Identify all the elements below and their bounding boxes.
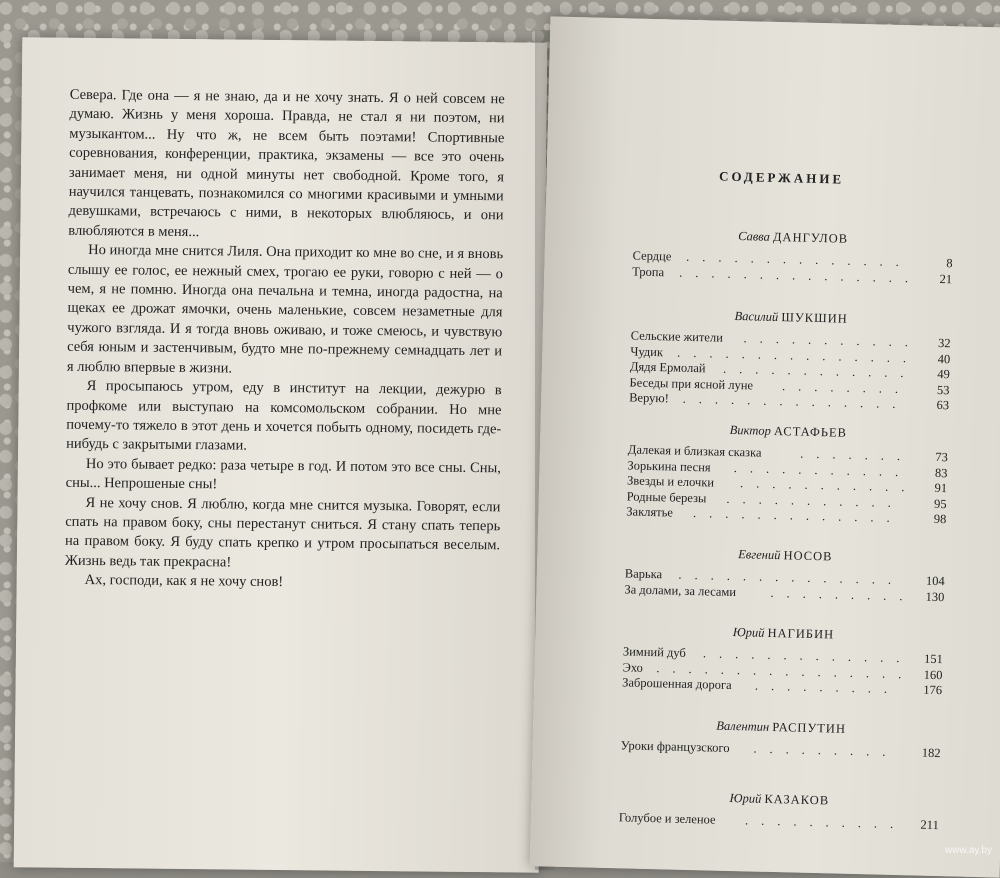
toc-entry-title: Заклятье [626, 504, 674, 520]
toc-entry-title: Сельские жители [630, 328, 724, 345]
toc-author [623, 622, 943, 645]
toc-page-number: 53 [936, 382, 950, 397]
toc-entry-title: Родные березы [626, 488, 707, 505]
toc-leader-dots: ........... [733, 460, 912, 479]
author-first-name: Юрий [732, 625, 768, 640]
author-first-name: Василий [734, 308, 782, 325]
toc-leader-dots: ............. [702, 646, 913, 666]
paragraph: Но иногда мне снится Лиля. Она приходит ко мне во сне, и я вновь слышу ее голос, ее нежный смех, трогаю ее руки, говорю с ней — о чем, я не помню. Иногда она печальна и темна, иногда радостна, на щеках ее дрожат ямочки, очень маленькие, совсем незаметные для чужого взгляда. И я тогда вновь оживаю, и тоже смеюсь, и чувствую себя юным и застенчивым, будто мне по-прежнему семнадцать лет и я люблю впервые в жизни. [66, 242, 504, 377]
toc-entry-title: Зимний дуб [622, 644, 686, 660]
author-first-name: Валентин [716, 718, 773, 735]
author-surname: ДАНГУЛОВ [772, 229, 849, 246]
toc-entry-title: Чудик [630, 343, 664, 359]
toc-entry-title: Варька [624, 566, 663, 582]
toc-author [625, 544, 945, 567]
toc-entry-title: Дядя Ермолай [629, 359, 706, 376]
toc-leader-dots: ......... [770, 585, 916, 603]
toc-page-number: 211 [920, 817, 939, 833]
author-surname: РАСПУТИН [772, 720, 847, 736]
toc-page-number: 151 [923, 651, 944, 667]
toc-entry-title: Заброшенная дорога [622, 675, 732, 693]
toc-leader-dots: ............ [722, 361, 917, 381]
toc-page-number: 63 [936, 397, 950, 413]
toc-leader-dots: ......... [753, 741, 899, 760]
toc-leader-dots: ............. [692, 506, 903, 526]
watermark: www.ay.by [944, 845, 992, 856]
paragraph: Я не хочу снов. Я люблю, когда мне снится музыка. Говорят, если спать на правом боку, сны перестанут сниться. Я стану спать теперь на правом боку. Я буду спать крепко и утром просыпаться веселым. Жизнь ведь так прекрасна! [64, 494, 501, 571]
toc-page-number: 95 [933, 496, 947, 511]
author-surname: АСТАФЬЕВ [773, 423, 848, 440]
right-book-page [530, 16, 1000, 877]
toc-entry-title: Звезды и елочки [626, 473, 715, 490]
toc-author [633, 226, 953, 249]
toc-entry [620, 738, 940, 761]
toc-leader-dots: ....... [800, 446, 914, 464]
toc-page-number: 91 [934, 480, 948, 496]
author-surname: НАГИБИН [767, 625, 835, 642]
toc-leader-dots: ............... [677, 345, 920, 365]
toc-entry-title: Уроки французского [620, 738, 730, 755]
toc-entry-title: Голубое и зеленое [618, 810, 716, 827]
toc-leader-dots: .............. [682, 391, 909, 412]
paragraph: Но это бывает редко: раза четыре в год. И потом это все сны. Сны, сны... Непрошеные сны! [65, 455, 501, 493]
toc-page-number: 98 [933, 511, 947, 527]
toc-page-number: 8 [946, 256, 953, 271]
author-surname: КАЗАКОВ [764, 791, 830, 808]
toc-entry-title: Верую! [628, 390, 670, 406]
toc-entry-title: Далекая и близкая сказка [627, 442, 762, 460]
toc-page-number: 104 [925, 573, 945, 589]
toc-author [619, 788, 939, 811]
toc-page-number: 40 [937, 351, 951, 366]
paragraph: Я просыпаюсь утром, еду в институт на лекции, дежурю в профкоме или выступаю на комсомольском собрании. Но мне почему-то тяжело в этот день и хочется побыть одному, посидеть где-нибудь с закрытыми глазами. [66, 378, 502, 454]
toc-title: СОДЕРЖАНИЕ [718, 168, 845, 187]
toc-author [628, 420, 948, 443]
toc-leader-dots: ........... [726, 491, 905, 510]
toc-page-number: 83 [934, 465, 948, 480]
toc-entry-title: Сердце [632, 248, 672, 264]
author-surname: НОСОВ [783, 548, 833, 564]
toc-entry-title: Тропа [632, 263, 665, 279]
toc-page-number: 160 [923, 667, 943, 682]
toc-page-number: 130 [925, 589, 945, 604]
toc-leader-dots: .............. [686, 249, 913, 270]
toc-leader-dots: .......... [744, 813, 907, 832]
toc-entry-title: Беседы при ясной луне [629, 374, 754, 392]
author-first-name: Юрий [729, 790, 765, 806]
toc-leader-dots: .............. [678, 567, 905, 588]
toc-leader-dots: ................ [656, 660, 915, 681]
author-first-name: Виктор [729, 422, 775, 438]
toc-author [631, 306, 951, 329]
toc-leader-dots: ......... [754, 678, 901, 697]
toc-leader-dots: ........ [781, 378, 912, 396]
toc-page-number: 176 [923, 682, 943, 698]
toc-entry-title: Зорькина песня [627, 457, 711, 474]
toc-leader-dots: ........... [743, 331, 922, 350]
toc-page-number: 182 [921, 745, 941, 761]
toc-page-number: 21 [939, 271, 953, 286]
toc-page-number: 49 [937, 366, 951, 382]
author-surname: ШУКШИН [781, 310, 848, 326]
story-text [65, 86, 505, 595]
author-first-name: Савва [738, 229, 774, 244]
toc-entry-title: Эхо [622, 659, 644, 675]
toc-leader-dots: ........... [739, 476, 918, 495]
toc-entry [619, 810, 939, 833]
toc-leader-dots: ............... [679, 265, 922, 286]
left-book-page [14, 37, 548, 872]
paragraph: Ах, господи, как я не хочу снов! [84, 572, 284, 591]
author-first-name: Евгений [738, 547, 784, 563]
toc-page-number: 73 [935, 449, 948, 465]
toc-entry-title: За долами, за лесами [624, 581, 737, 599]
toc-author [621, 716, 941, 739]
toc-page-number: 32 [937, 335, 951, 351]
paragraph: Севера. Где она — я не знаю, да и не хочу знать. Я о ней совсем не думаю. Жизнь у меня хороша. Правда, не стал я ни поэтом, ни музыкантом... Ну что ж, не всем быть поэтами! Спортивные соревнования, конференции, практика, экзамены — все это очень занимает меня, ни одной минуты нет свободной. Кроме того, я научился танцевать, познакомился со многими красивыми и умными девушками, встречаюсь с ними, в некоторых влюбляюсь, и они влюбляются в меня... [68, 86, 505, 240]
